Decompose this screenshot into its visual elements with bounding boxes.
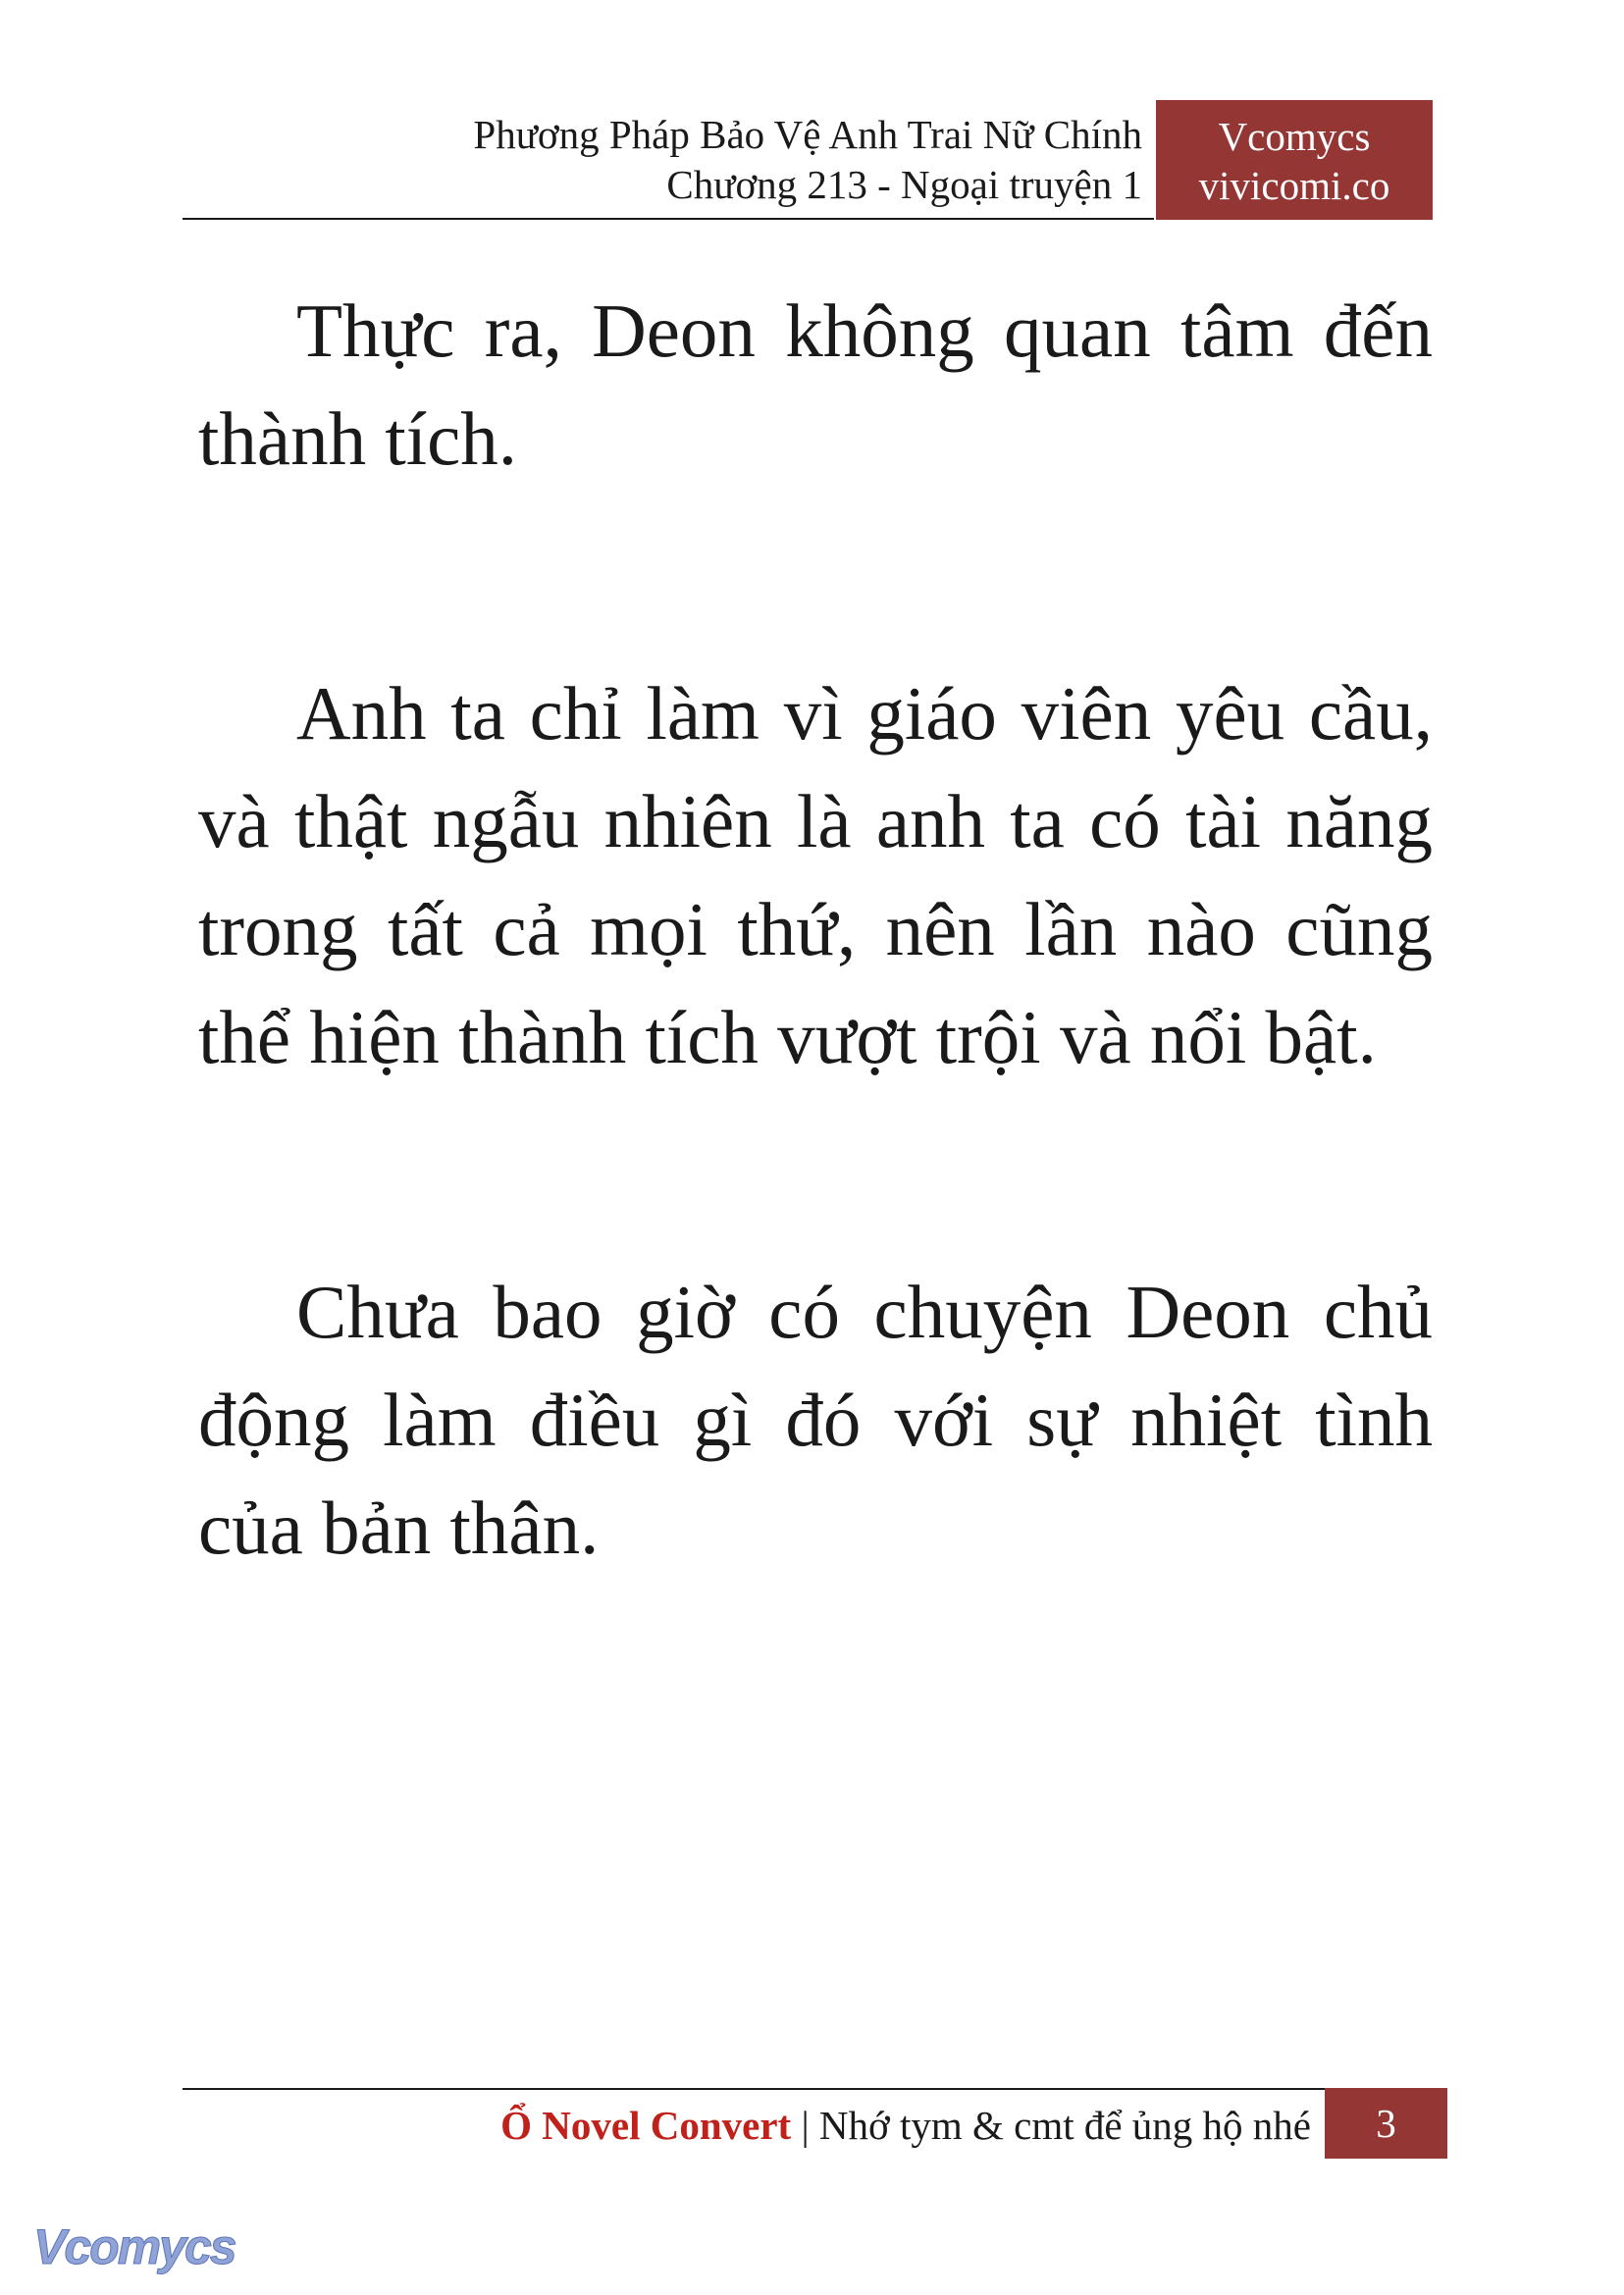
site-badge-url: vivicomi.co: [1198, 163, 1390, 208]
chapter-body: [198, 277, 1433, 1748]
footer-message: Nhớ tym & cmt để ủng hộ nhé: [818, 2103, 1311, 2148]
svg-text:Vcomycs: Vcomycs: [33, 2219, 236, 2274]
novel-title: Phương Pháp Bảo Vệ Anh Trai Nữ Chính: [473, 112, 1142, 157]
footer-brand: Ổ Novel Convert: [500, 2103, 792, 2148]
page-header: [183, 110, 1142, 210]
header-divider: [183, 218, 1154, 220]
footer-divider: [183, 2088, 1325, 2090]
paragraph: Thực ra, Deon không quan tâm đến thành tích.: [198, 288, 1433, 481]
site-badge-name: Vcomycs: [1218, 114, 1371, 159]
page-footer: [183, 2096, 1311, 2155]
footer-separator: |: [791, 2103, 819, 2148]
vcomycs-logo-icon: [29, 2213, 255, 2281]
paragraph: Chưa bao giờ có chuyện Deon chủ động làm điều gì đó với sự nhiệt tình của bản thân.: [198, 1270, 1433, 1570]
chapter-title: Chương 213 - Ngoại truyện 1: [666, 162, 1142, 207]
site-badge: [1156, 100, 1433, 220]
page-number: 3: [1325, 2088, 1447, 2159]
paragraph: Anh ta chỉ làm vì giáo viên yêu cầu, và thật ngẫu nhiên là anh ta có tài năng trong tất cả mọi thứ, nên lần nào cũng thể hiện thành tích vượt trội và nổi bật.: [198, 671, 1433, 1079]
